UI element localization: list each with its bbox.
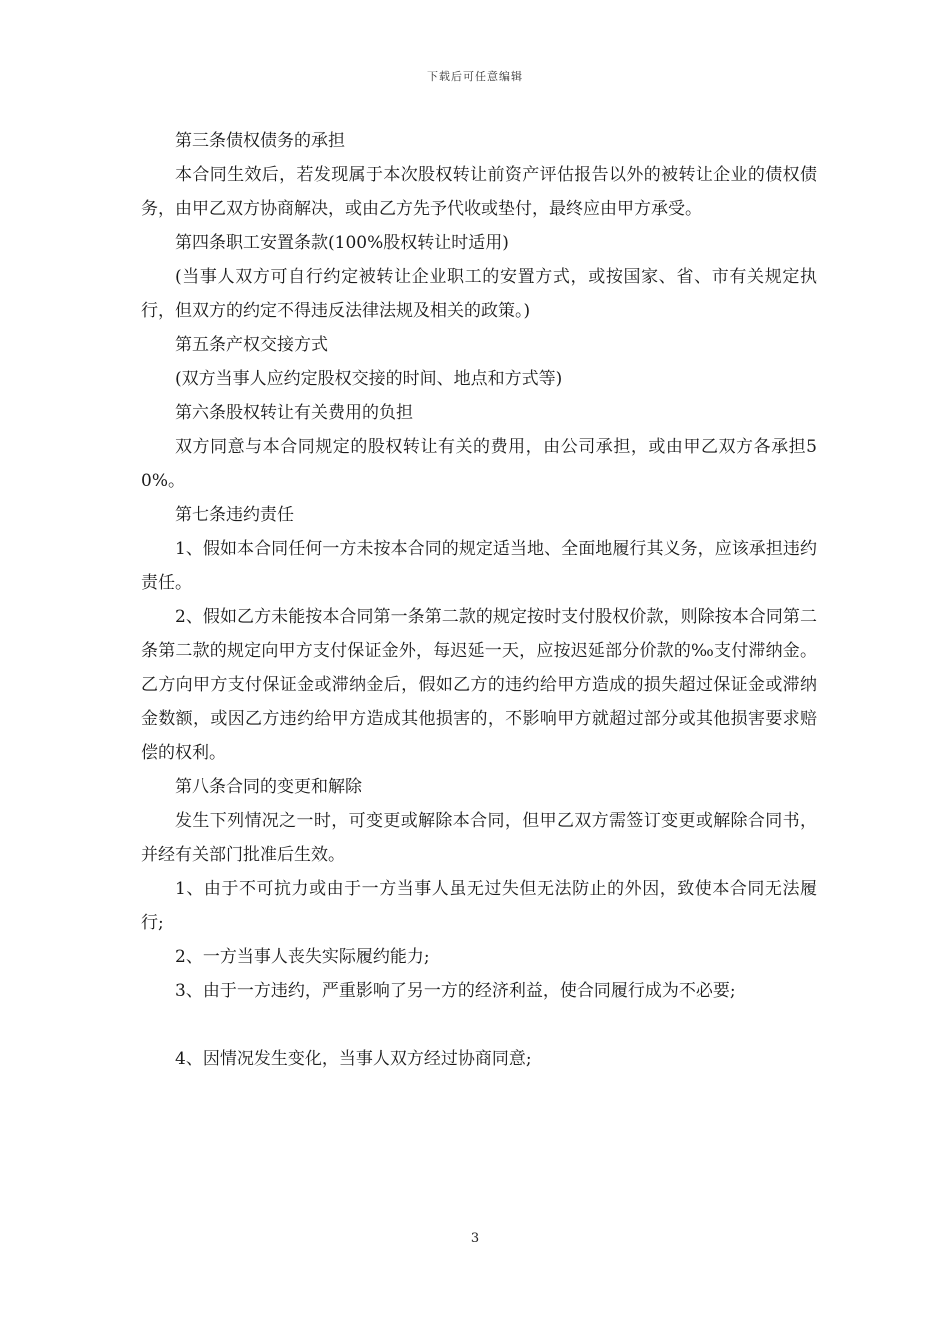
paragraph: (当事人双方可自行约定被转让企业职工的安置方式，或按国家、省、市有关规定执行，但双方的约定不得违反法律法规及相关的政策。)	[141, 267, 817, 321]
list-item: 1、由于不可抗力或由于一方当事人虽无过失但无法防止的外因，致使本合同无法履行;	[141, 879, 817, 933]
section-heading-8: 第八条合同的变更和解除	[175, 777, 362, 797]
document-body	[141, 124, 817, 1076]
section-heading-5: 第五条产权交接方式	[175, 335, 328, 355]
section-heading-6: 第六条股权转让有关费用的负担	[175, 403, 413, 423]
list-item: 1、假如本合同任何一方未按本合同的规定适当地、全面地履行其义务，应该承担违约责任。	[141, 539, 817, 593]
list-item: 2、假如乙方未能按本合同第一条第二款的规定按时支付股权价款，则除按本合同第二条第二款的规定向甲方支付保证金外，每迟延一天，应按迟延部分价款的‰支付滞纳金。乙方向甲方支付保证金或滞纳金后，假如乙方的违约给甲方造成的损失超过保证金或滞纳金数额，或因乙方违约给甲方造成其他损害的，不影响甲方就超过部分或其他损害要求赔偿的权利。	[141, 607, 817, 763]
paragraph: 双方同意与本合同规定的股权转让有关的费用，由公司承担，或由甲乙双方各承担50%。	[141, 437, 817, 491]
list-item: 3、由于一方违约，严重影响了另一方的经济利益，使合同履行成为不必要;	[175, 981, 736, 1001]
paragraph: 发生下列情况之一时，可变更或解除本合同，但甲乙双方需签订变更或解除合同书，并经有关部门批准后生效。	[141, 811, 817, 865]
section-heading-4: 第四条职工安置条款(100%股权转让时适用)	[175, 233, 509, 253]
list-item: 4、因情况发生变化，当事人双方经过协商同意;	[175, 1049, 532, 1069]
page-header: 下载后可任意编辑	[427, 70, 523, 83]
paragraph: 本合同生效后，若发现属于本次股权转让前资产评估报告以外的被转让企业的债权债务，由甲乙双方协商解决，或由乙方先予代收或垫付，最终应由甲方承受。	[141, 165, 817, 219]
section-heading-7: 第七条违约责任	[175, 505, 294, 525]
section-heading-3: 第三条债权债务的承担	[175, 131, 345, 151]
page-number: 3	[470, 1231, 480, 1246]
paragraph: (双方当事人应约定股权交接的时间、地点和方式等)	[175, 369, 563, 389]
list-item: 2、一方当事人丧失实际履约能力;	[175, 947, 430, 967]
